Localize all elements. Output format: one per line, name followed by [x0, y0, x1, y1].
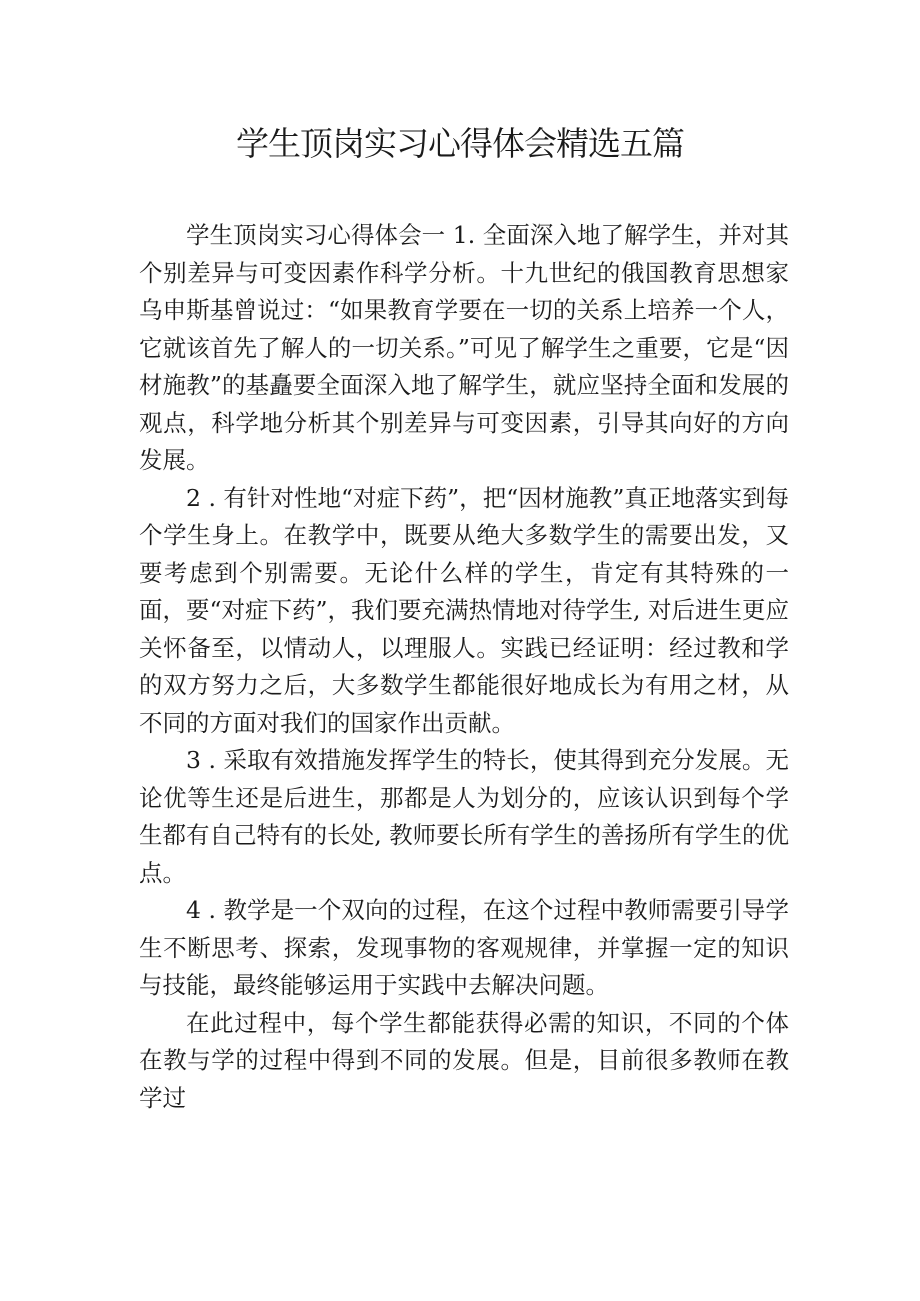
paragraph-3: 3 . 采取有效措施发挥学生的特长，使其得到充分发展。无论优等生还是后进生，那都是人为划分的，应该认识到每个学生都有自己特有的长处, 教师要长所有学生的善扬所有学生的优点。 — [139, 746, 789, 887]
document-title: 学生顶岗实习心得体会精选五篇 — [236, 124, 684, 163]
document-body — [139, 217, 789, 1117]
paragraph-4: 4 . 教学是一个双向的过程，在这个过程中教师需要引导学生不断思考、探索，发现事物的客观规律，并掌握一定的知识与技能，最终能够运用于实践中去解决问题。 — [139, 896, 789, 999]
paragraph-1: 学生顶岗实习心得体会一 1. 全面深入地了解学生，并对其个别差异与可变因素作科学分析。十九世纪的俄国教育思想家乌申斯基曾说过：“如果教育学要在一切的关系上培养一个人，它就该首先了解人的一切关系。”可见了解学生之重要，它是“因材施教”的基矗要全面深入地了解学生，就应坚持全面和发展的观点，科学地分析其个别差异与可变因素，引导其向好的方向发展。 — [139, 221, 789, 474]
paragraph-2: 2 . 有针对性地“对症下药”，把“因材施教”真正地落实到每个学生身上。在教学中，既要从绝大多数学生的需要出发，又要考虑到个别需要。无论什么样的学生，肯定有其特殊的一面，要“对症下药”，我们要充满热情地对待学生, 对后进生更应关怀备至，以情动人，以理服人。实践已经证明：经过教和学的双方努力之后，大多数学生都能很好地成长为有用之材，从不同的方面对我们的国家作出贡献。 — [139, 483, 789, 737]
paragraph-5: 在此过程中，每个学生都能获得必需的知识，不同的个体在教与学的过程中得到不同的发展。但是，目前很多教师在教学过 — [139, 1008, 789, 1112]
